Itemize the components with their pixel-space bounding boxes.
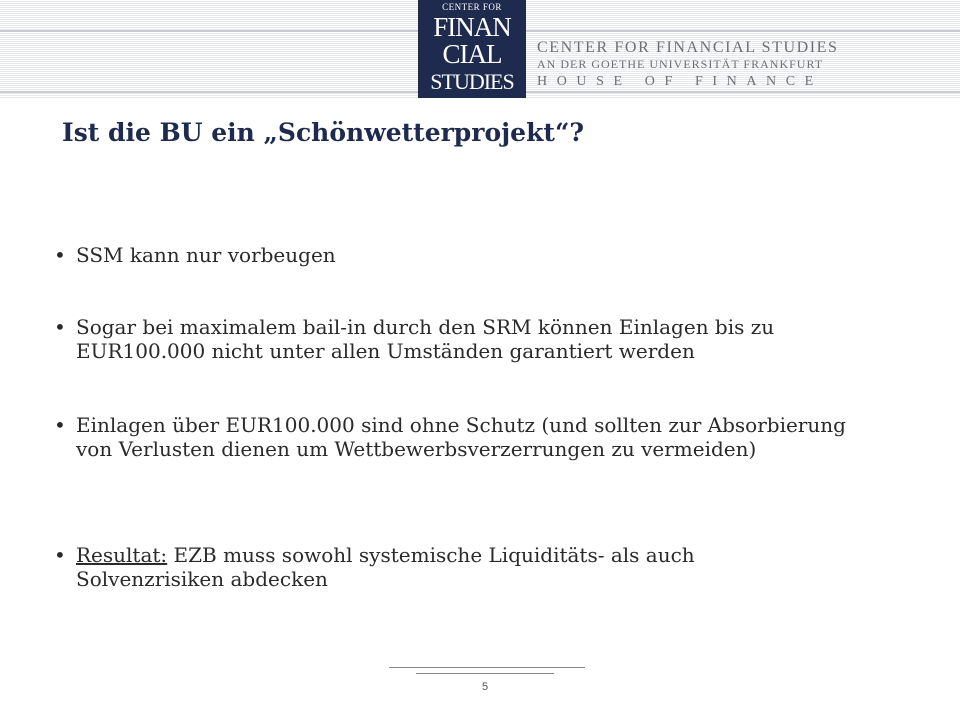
logo-line-1: CENTER FOR [442, 2, 502, 12]
result-label: Resultat: [76, 543, 168, 567]
org-subtitle: AN DER GOETHE UNIVERSITÄT FRANKFURT [537, 57, 824, 71]
slide-title: Ist die BU ein „Schönwetterprojekt“? [62, 118, 584, 147]
result-text: EZB muss sowohl systemische Liquiditäts- als auch Solvenzrisiken abdecken [76, 543, 695, 591]
org-house: HOUSE OF FINANCE [537, 74, 823, 89]
bullet-item-2 [52, 315, 872, 363]
header-band [0, 0, 960, 100]
cfs-logo [418, 0, 526, 98]
bullet-item-3 [52, 413, 872, 461]
logo-line-4: STUDIES [430, 69, 514, 94]
organization-name-block [537, 38, 957, 91]
footer-rule-1 [389, 667, 585, 668]
page-number: 5 [481, 681, 489, 693]
bullet-text-3: • Einlagen über EUR100.000 sind ohne Schutz (und sollten zur Absorbierung von Verlusten dienen um Wettbewerbsverzerrungen zu vermeiden) [52, 413, 872, 461]
bullet-text-2: • Sogar bei maximalem bail-in durch den SRM können Einlagen bis zu EUR100.000 nicht unter allen Umständen garantiert werden [52, 315, 872, 363]
footer-rule-2 [416, 673, 554, 674]
bullet-item-1 [52, 243, 932, 267]
bullet-text-4 [52, 543, 832, 591]
org-name: CENTER FOR FINANCIAL STUDIES [537, 39, 839, 56]
bullet-text-1: • SSM kann nur vorbeugen [52, 243, 932, 267]
bullet-item-4 [52, 543, 832, 591]
logo-line-3: CIAL [442, 39, 502, 69]
logo-line-2: FINAN [433, 12, 511, 42]
